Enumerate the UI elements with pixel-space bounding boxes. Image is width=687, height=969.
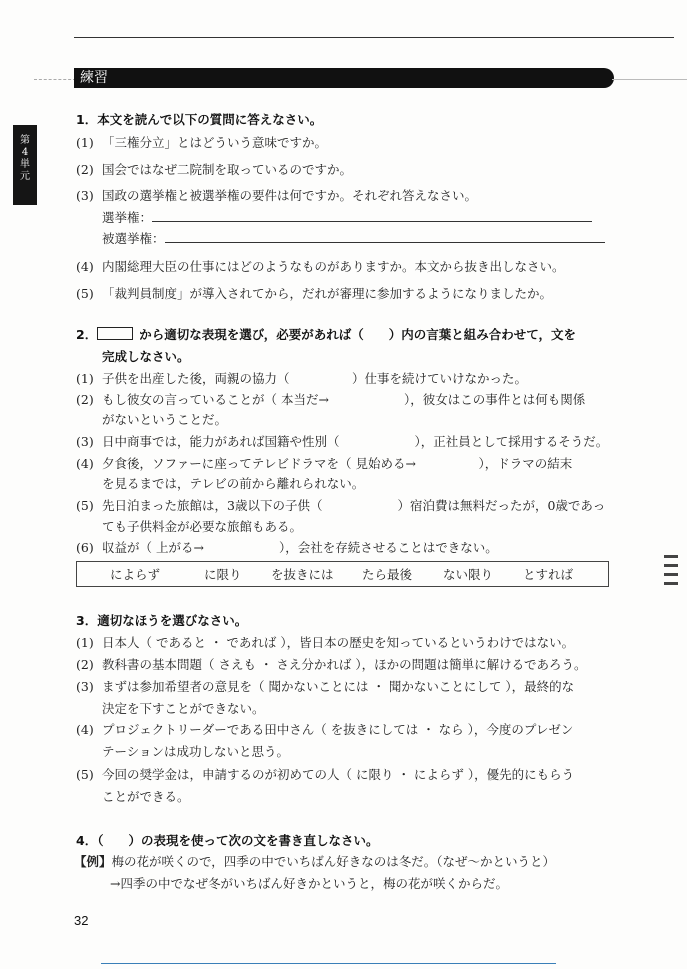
question-item: (4) 内閣総理大臣の仕事にはどのようなものがありますか。本文から抜き出しなさい。 bbox=[76, 259, 565, 274]
word-bank bbox=[76, 561, 609, 587]
fill-item-cont: を見るまでは，テレビの前から離れられない。 bbox=[102, 476, 365, 491]
answer-line[interactable] bbox=[165, 242, 605, 243]
scan-edge-artifact bbox=[664, 555, 678, 605]
question-item: (3) 国政の選挙権と被選挙権の要件は何ですか。それぞれ答えなさい。 bbox=[76, 188, 478, 203]
unit-side-tab bbox=[13, 125, 37, 205]
word-option: たら最後 bbox=[362, 567, 413, 582]
section3-heading: 3．適切なほうを選びなさい。 bbox=[76, 613, 248, 628]
word-bank-box-icon bbox=[97, 327, 133, 340]
fill-item-cont: ても子供料金が必要な旅館もある。 bbox=[102, 519, 303, 534]
page-number: 32 bbox=[74, 913, 89, 928]
answer-field-voting-right[interactable]: 選挙権： bbox=[102, 208, 592, 226]
choice-item: (4) プロジェクトリーダーである田中さん（ を抜きにしては ・ なら ），今度のプレゼン bbox=[76, 722, 574, 737]
word-option: ない限り bbox=[443, 567, 494, 582]
fill-item: (5) 先日泊まった旅館は，3歳以下の子供（ ）宿泊費は無料だったが，0歳であっ bbox=[76, 498, 606, 513]
section4-heading: 4．（ ）の表現を使って次の文を書き直しなさい。 bbox=[76, 833, 379, 848]
question-item: (5) 「裁判員制度」が導入されてから，だれが審理に参加するようになりましたか。 bbox=[76, 286, 553, 301]
fill-item: (1) 子供を出産した後，両親の協力（ ）仕事を続けていけなかった。 bbox=[76, 371, 528, 386]
bottom-rule bbox=[101, 963, 556, 964]
choice-item: (2) 教科書の基本問題（ さえも ・ さえ分かれば ），ほかの問題は簡単に解けるであろう。 bbox=[76, 657, 587, 672]
side-tab-char: 単 bbox=[20, 159, 30, 170]
fill-item: (2) もし彼女の言っていることが（ 本当だ→ ），彼女はこの事件とは何も関係 bbox=[76, 392, 586, 407]
answer-line[interactable] bbox=[152, 221, 592, 222]
header-lead-line bbox=[34, 79, 76, 81]
fill-item: (3) 日中商事では，能力があれば国籍や性別（ ），正社員として採用するそうだ。 bbox=[76, 434, 609, 449]
word-option: を抜きには bbox=[271, 567, 334, 582]
question-item: (1) 「三権分立」とはどういう意味ですか。 bbox=[76, 135, 328, 150]
section1-heading: 1．本文を読んで以下の質問に答えなさい。 bbox=[76, 112, 323, 127]
choice-item-cont: テーションは成功しないと思う。 bbox=[102, 744, 290, 759]
fill-item: (4) 夕食後，ソファーに座ってテレビドラマを（ 見始める→ ），ドラマの結末 bbox=[76, 456, 573, 471]
side-tab-char: 第 bbox=[20, 135, 30, 146]
answer-field-candidacy-right[interactable]: 被選挙権： bbox=[102, 229, 605, 247]
choice-item: (5) 今回の奨学金は，申請するのが初めての人（ に限り ・ によらず ），優先的にもらう bbox=[76, 767, 575, 782]
example-answer: →四季の中でなぜ冬がいちばん好きかというと，梅の花が咲くからだ。 bbox=[110, 876, 508, 891]
choice-item-cont: 決定を下すことができない。 bbox=[102, 701, 265, 716]
word-option: によらず bbox=[110, 567, 161, 582]
fill-item-cont: がないということだ。 bbox=[102, 412, 228, 427]
choice-item: (3) まずは参加希望者の意見を（ 聞かないことには ・ 聞かないことにして ），最終的な bbox=[76, 679, 575, 694]
question-item: (2) 国会ではなぜ二院制を取っているのですか。 bbox=[76, 162, 353, 177]
section2-heading-cont: 完成しなさい。 bbox=[102, 349, 190, 364]
example: 【例】梅の花が咲くので，四季の中でいちばん好きなのは冬だ。（なぜ～かというと） bbox=[74, 854, 556, 869]
section-header-bar bbox=[74, 68, 614, 88]
side-tab-char: 元 bbox=[20, 171, 30, 182]
choice-item-cont: ことができる。 bbox=[102, 789, 190, 804]
header-tail-line bbox=[612, 79, 687, 80]
word-option: とすれば bbox=[523, 567, 574, 582]
section-title: 練習 bbox=[80, 70, 108, 86]
section2-heading: 2． から適切な表現を選び，必要があれば（ ）内の言葉と組み合わせて，文を bbox=[76, 327, 576, 342]
fill-item: (6) 収益が（ 上がる→ ），会社を存続させることはできない。 bbox=[76, 540, 498, 555]
side-tab-char: 4 bbox=[21, 147, 29, 158]
word-option: に限り bbox=[204, 567, 242, 582]
choice-item: (1) 日本人（ であると ・ であれば ），皆日本の歴史を知っているというわけではない。 bbox=[76, 635, 575, 650]
top-rule bbox=[74, 37, 674, 38]
